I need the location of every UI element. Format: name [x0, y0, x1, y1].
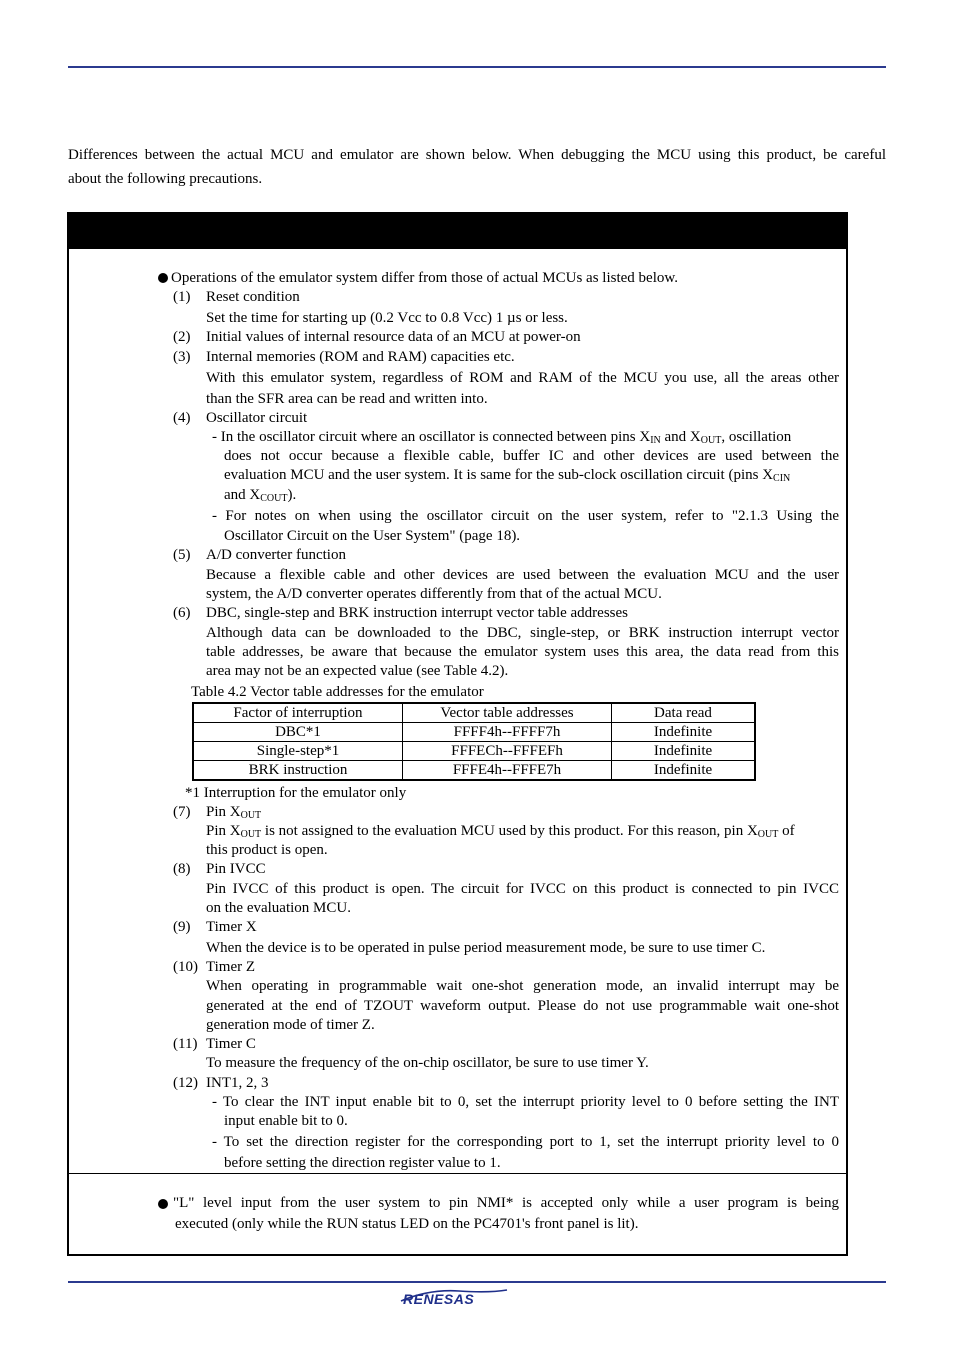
item-number: (12) [173, 1075, 198, 1091]
table-row [193, 723, 755, 742]
item-number: (11) [173, 1036, 198, 1052]
item-number: (1) [173, 289, 191, 305]
int-note-b-line1: - To set the direction register for the corresponding port to 1, set the interrupt priority level to 0 [212, 1134, 839, 1150]
item-number: (6) [173, 605, 191, 621]
table-row [193, 761, 755, 781]
item-title: Timer X [206, 919, 257, 935]
bullet-2-line1: "L" level input from the user system to pin NMI* is accepted only while a user program is being [173, 1195, 839, 1211]
vector-table [192, 702, 756, 781]
item-title: DBC, single-step and BRK instruction interrupt vector table addresses [206, 605, 628, 621]
bottom-rule [68, 1281, 886, 1283]
int-note-a-line1: - To clear the INT input enable bit to 0, set the interrupt priority level to 0 before setting the INT [212, 1094, 839, 1110]
item-number: (10) [173, 959, 198, 975]
osc-note-a-line3: evaluation MCU and the user system. It is same for the sub-clock oscillation circuit (pins $X_{CIN}$ [224, 467, 791, 484]
table-cell: FFFF4h--FFFF7h [403, 723, 612, 742]
bullet-icon [158, 1199, 168, 1209]
table-header-row [193, 703, 755, 723]
int-note-b-line2: before setting the direction register value to 1. [224, 1155, 501, 1171]
intro-paragraph [68, 143, 886, 191]
table-footnote: *1 Interruption for the emulator only [185, 785, 407, 801]
item-body: area may not be an expected value (see Table 4.2). [206, 663, 509, 679]
table-cell: Indefinite [612, 761, 756, 781]
int-note-a-line2: input enable bit to 0. [224, 1113, 348, 1129]
osc-note-b-line2: Oscillator Circuit on the User System" (page 18). [224, 528, 521, 544]
table-caption: Table 4.2 Vector table addresses for the emulator [191, 684, 484, 700]
item-number: (5) [173, 547, 191, 563]
pin-xout-line1: Pin $X_{OUT}$ is not assigned to the evaluation MCU used by this product. For this reason, pin $X_{OUT}$ of [206, 823, 795, 840]
item-body: on the evaluation MCU. [206, 900, 351, 916]
bullet-1-text: Operations of the emulator system differ from those of actual MCUs as listed below. [171, 270, 678, 286]
item-body: When operating in programmable wait one-shot generation mode, an invalid interrupt may be [206, 978, 839, 994]
precautions-box [67, 212, 848, 1256]
item-title: Initial values of internal resource data of an MCU at power-on [206, 329, 581, 345]
bullet-2-line2: executed (only while the RUN status LED on the PC4701's front panel is lit). [175, 1216, 639, 1232]
table-cell: DBC*1 [193, 723, 403, 742]
item-title: A/D converter function [206, 547, 346, 563]
item-title: Internal memories (ROM and RAM) capacities etc. [206, 349, 515, 365]
item-title: Oscillator circuit [206, 410, 308, 426]
item-title: Pin IVCC [206, 861, 266, 877]
table-cell: FFFECh--FFFEFh [403, 742, 612, 761]
item-body: generation mode of timer Z. [206, 1017, 375, 1033]
table-header-cell: Vector table addresses [403, 703, 612, 723]
intro-line-2: about the following precautions. [68, 171, 263, 187]
table-cell: BRK instruction [193, 761, 403, 781]
item-body: Because a flexible cable and other devices are used between the evaluation MCU and the user [206, 567, 839, 583]
item-body: With this emulator system, regardless of ROM and RAM of the MCU you use, all the areas other [206, 370, 839, 386]
item-body: To measure the frequency of the on-chip oscillator, be sure to use timer Y. [206, 1055, 649, 1071]
renesas-logo-mark [399, 1287, 511, 1307]
osc-note-a-line4: and $X_{COUT}$). [224, 487, 297, 504]
item-body: table addresses, be aware that because the emulator system uses this area, the data read from this [206, 644, 839, 660]
item-body: system, the A/D converter operates differently from that of the actual MCU. [206, 586, 662, 602]
item-title: Timer C [206, 1036, 256, 1052]
osc-note-b-line1: - For notes on when using the oscillator circuit on the user system, refer to "2.1.3 Using the [212, 508, 839, 524]
renesas-logo [399, 1287, 511, 1312]
table-row [193, 742, 755, 761]
item-number: (3) [173, 349, 191, 365]
item-number: (7) [173, 804, 191, 820]
svg-text:RENESAS: RENESAS [403, 1291, 475, 1307]
box-header-bar [69, 214, 846, 249]
table-cell: Indefinite [612, 723, 756, 742]
table-cell: Indefinite [612, 742, 756, 761]
item-number: (4) [173, 410, 191, 426]
table-cell: Single-step*1 [193, 742, 403, 761]
item-body: Pin IVCC of this product is open. The circuit for IVCC on this product is connected to pin IVCC [206, 881, 839, 897]
item-body: Set the time for starting up (0.2 Vcc to 0.8 Vcc) 1 µs or less. [206, 310, 568, 326]
intro-line-1: Differences between the actual MCU and emulator are shown below. When debugging the MCU using this product, be careful [68, 147, 886, 163]
table-header-cell: Data read [612, 703, 756, 723]
section-divider [69, 1173, 846, 1174]
osc-note-a-line1: - In the oscillator circuit where an oscillator is connected between pins $X_{IN}$ and $X_{OUT}$, oscillation [212, 429, 792, 446]
item-body: generated at the end of TZOUT waveform output. Please do not use programmable wait one-shot [206, 998, 839, 1014]
item-number: (9) [173, 919, 191, 935]
osc-note-a-line2: does not occur because a flexible cable, buffer IC and other devices are used between the [224, 448, 839, 464]
item-number: (2) [173, 329, 191, 345]
item-title: Timer Z [206, 959, 256, 975]
table-cell: FFFE4h--FFFE7h [403, 761, 612, 781]
top-rule [68, 66, 886, 68]
item-title: Pin $X_{OUT}$ [206, 804, 262, 821]
item-title: Reset condition [206, 289, 300, 305]
bullet-icon [158, 273, 168, 283]
table-header-cell: Factor of interruption [193, 703, 403, 723]
item-title: INT1, 2, 3 [206, 1075, 269, 1091]
pin-xout-line2: this product is open. [206, 842, 328, 858]
item-number: (8) [173, 861, 191, 877]
item-body: Although data can be downloaded to the DBC, single-step, or BRK instruction interrupt vector [206, 625, 839, 641]
item-body: When the device is to be operated in pulse period measurement mode, be sure to use timer C. [206, 940, 766, 956]
item-body: than the SFR area can be read and written into. [206, 391, 488, 407]
